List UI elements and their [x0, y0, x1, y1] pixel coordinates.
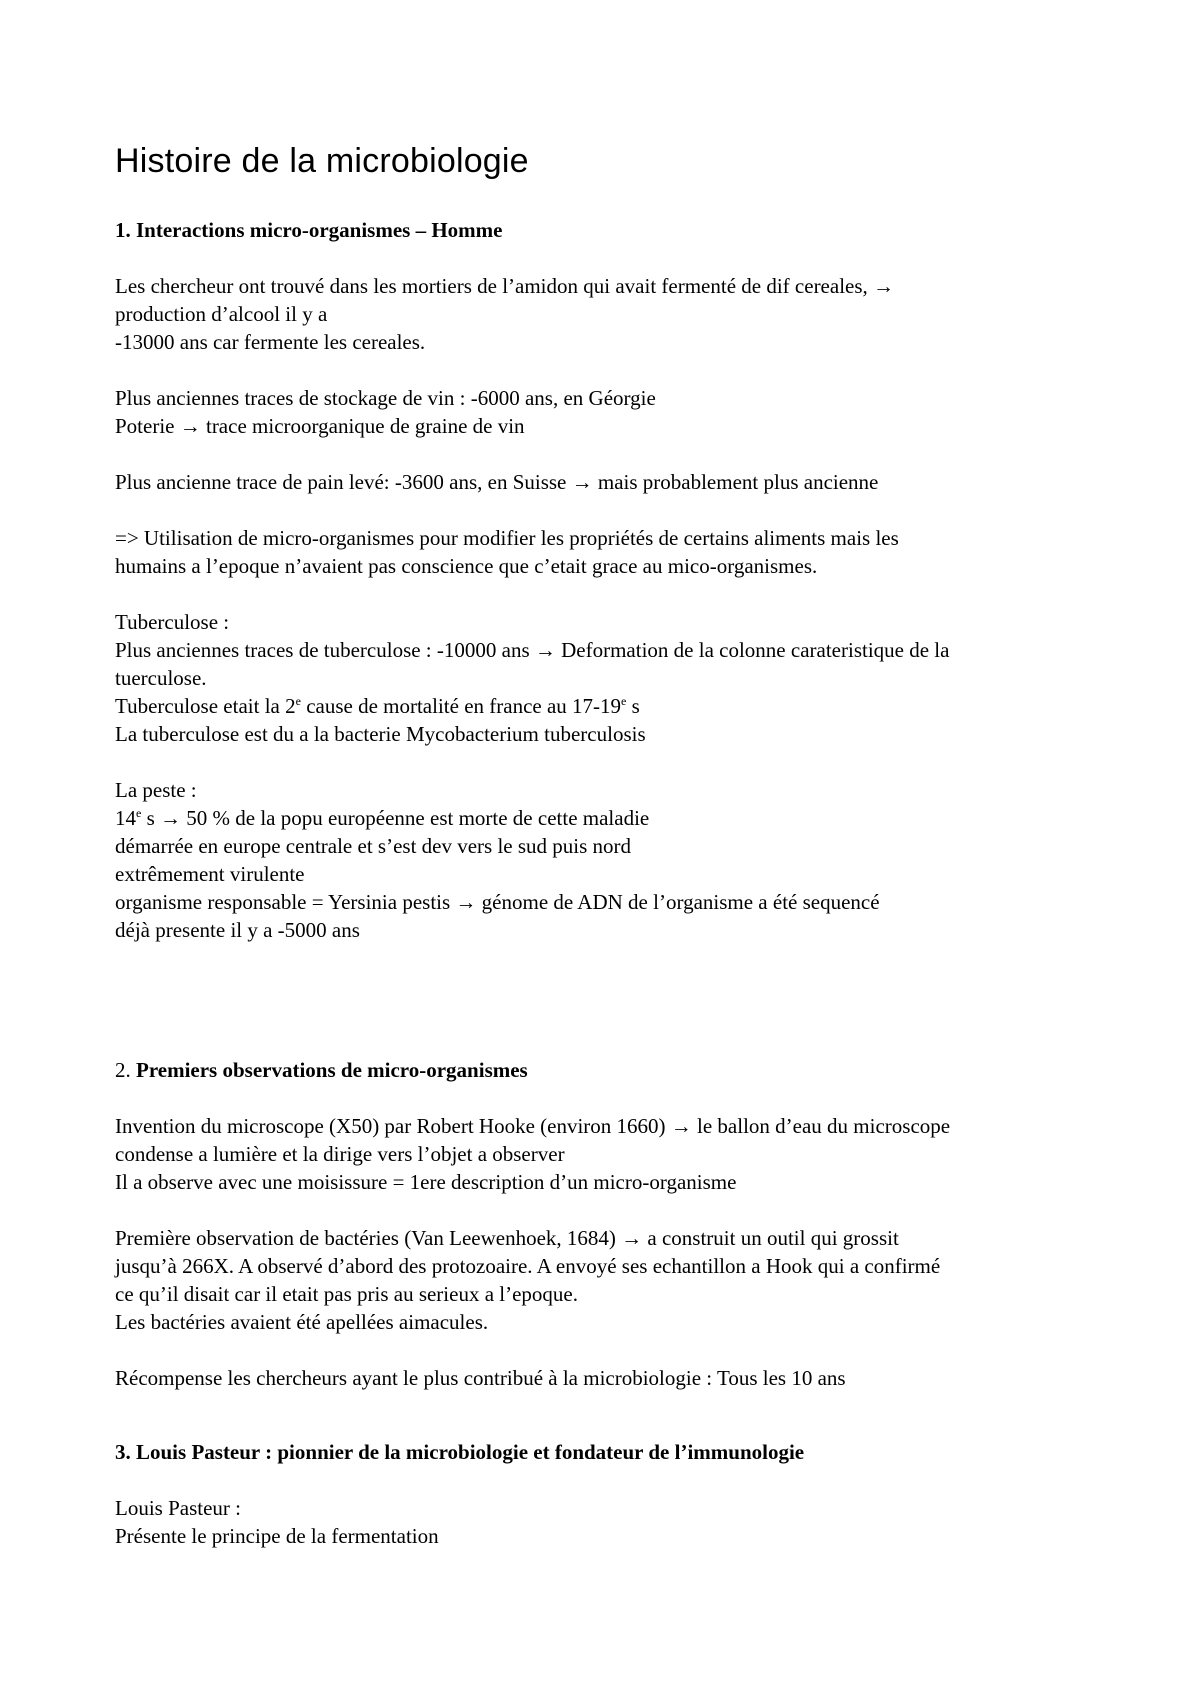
s1-p2-line1: Plus anciennes traces de stockage de vin : -6000 ans, en Géorgie: [115, 386, 656, 410]
tuberculose-line4: La tuberculose est du a la bacterie Mycobacterium tuberculosis: [115, 722, 646, 746]
s1-p3-line1: Plus ancienne trace de pain levé: -3600 ans, en Suisse → mais probablement plus ancienne: [115, 470, 879, 494]
section-2-number: 2.: [115, 1058, 136, 1082]
document-title: Histoire de la microbiologie: [115, 142, 529, 180]
s2-p2-line3: ce qu’il disait car il etait pas pris au serieux a l’epoque.: [115, 1282, 578, 1306]
s2-p1-line1: Invention du microscope (X50) par Robert Hooke (environ 1660) → le ballon d’eau du microscope: [115, 1114, 951, 1138]
peste-line1-part-b: s → 50 % de la popu européenne est morte de cette maladie: [141, 806, 650, 830]
s2-p3-line1: Récompense les chercheurs ayant le plus contribué à la microbiologie : Tous les 10 ans: [115, 1366, 846, 1390]
peste-line1: [115, 804, 1105, 832]
peste-line3: extrêmement virulente: [115, 862, 305, 886]
peste-line4: organisme responsable = Yersinia pestis → génome de ADN de l’organisme a été sequencé: [115, 890, 880, 914]
s1-p4-line2: humains a l’epoque n’avaient pas conscience que c’etait grace au mico-organismes.: [115, 554, 818, 578]
s1-p2-line2: Poterie → trace microorganique de graine de vin: [115, 414, 525, 438]
section-2-heading: [115, 1056, 1105, 1084]
superscript: e: [621, 694, 627, 708]
s2-p2-line1: Première observation de bactéries (Van Leewenhoek, 1684) → a construit un outil qui grossit: [115, 1226, 899, 1250]
s1-p1-line1: Les chercheur ont trouvé dans les mortiers de l’amidon qui avait fermenté de dif cereales, →: [115, 274, 895, 298]
s2-p1-line3: Il a observe avec une moisissure = 1ere description d’un micro-organisme: [115, 1170, 737, 1194]
tuberculose-line3-part-b: cause de mortalité en france au 17-19: [300, 694, 622, 718]
superscript: e: [295, 694, 301, 708]
tuberculose-label: Tuberculose :: [115, 610, 230, 634]
s1-p4-line1: => Utilisation de micro-organismes pour modifier les propriétés de certains aliments mais les: [115, 526, 899, 550]
document-body: [115, 140, 1105, 1550]
section-2-title: Premiers observations de micro-organismes: [136, 1058, 528, 1082]
peste-line1-part-a: 14: [115, 806, 136, 830]
peste-line2: démarrée en europe centrale et s’est dev vers le sud puis nord: [115, 834, 632, 858]
s1-p1-line2: production d’alcool il y a: [115, 302, 328, 326]
tuberculose-line1: Plus anciennes traces de tuberculose : -10000 ans → Deformation de la colonne carateristique de la: [115, 638, 950, 662]
s3-p1-line2: Présente le principe de la fermentation: [115, 1524, 439, 1548]
superscript: e: [136, 806, 142, 820]
s1-p1-line3: -13000 ans car fermente les cereales.: [115, 330, 426, 354]
tuberculose-line3-part-c: s: [626, 694, 640, 718]
s2-p1-line2: condense a lumière et la dirige vers l’objet a observer: [115, 1142, 565, 1166]
section-1-heading: 1. Interactions micro-organismes – Homme: [115, 218, 503, 242]
peste-label: La peste :: [115, 778, 197, 802]
s2-p2-line2: jusqu’à 266X. A observé d’abord des protozoaire. A envoyé ses echantillon a Hook qui a confirmé: [115, 1254, 941, 1278]
tuberculose-line2: tuerculose.: [115, 666, 207, 690]
section-3-heading: 3. Louis Pasteur : pionnier de la microbiologie et fondateur de l’immunologie: [115, 1440, 805, 1464]
peste-line5: déjà presente il y a -5000 ans: [115, 918, 360, 942]
s2-p2-line4: Les bactéries avaient été apellées aimacules.: [115, 1310, 489, 1334]
tuberculose-line3: [115, 692, 1105, 720]
tuberculose-line3-part-a: Tuberculose etait la 2: [115, 694, 296, 718]
s3-p1-line1: Louis Pasteur :: [115, 1496, 241, 1520]
